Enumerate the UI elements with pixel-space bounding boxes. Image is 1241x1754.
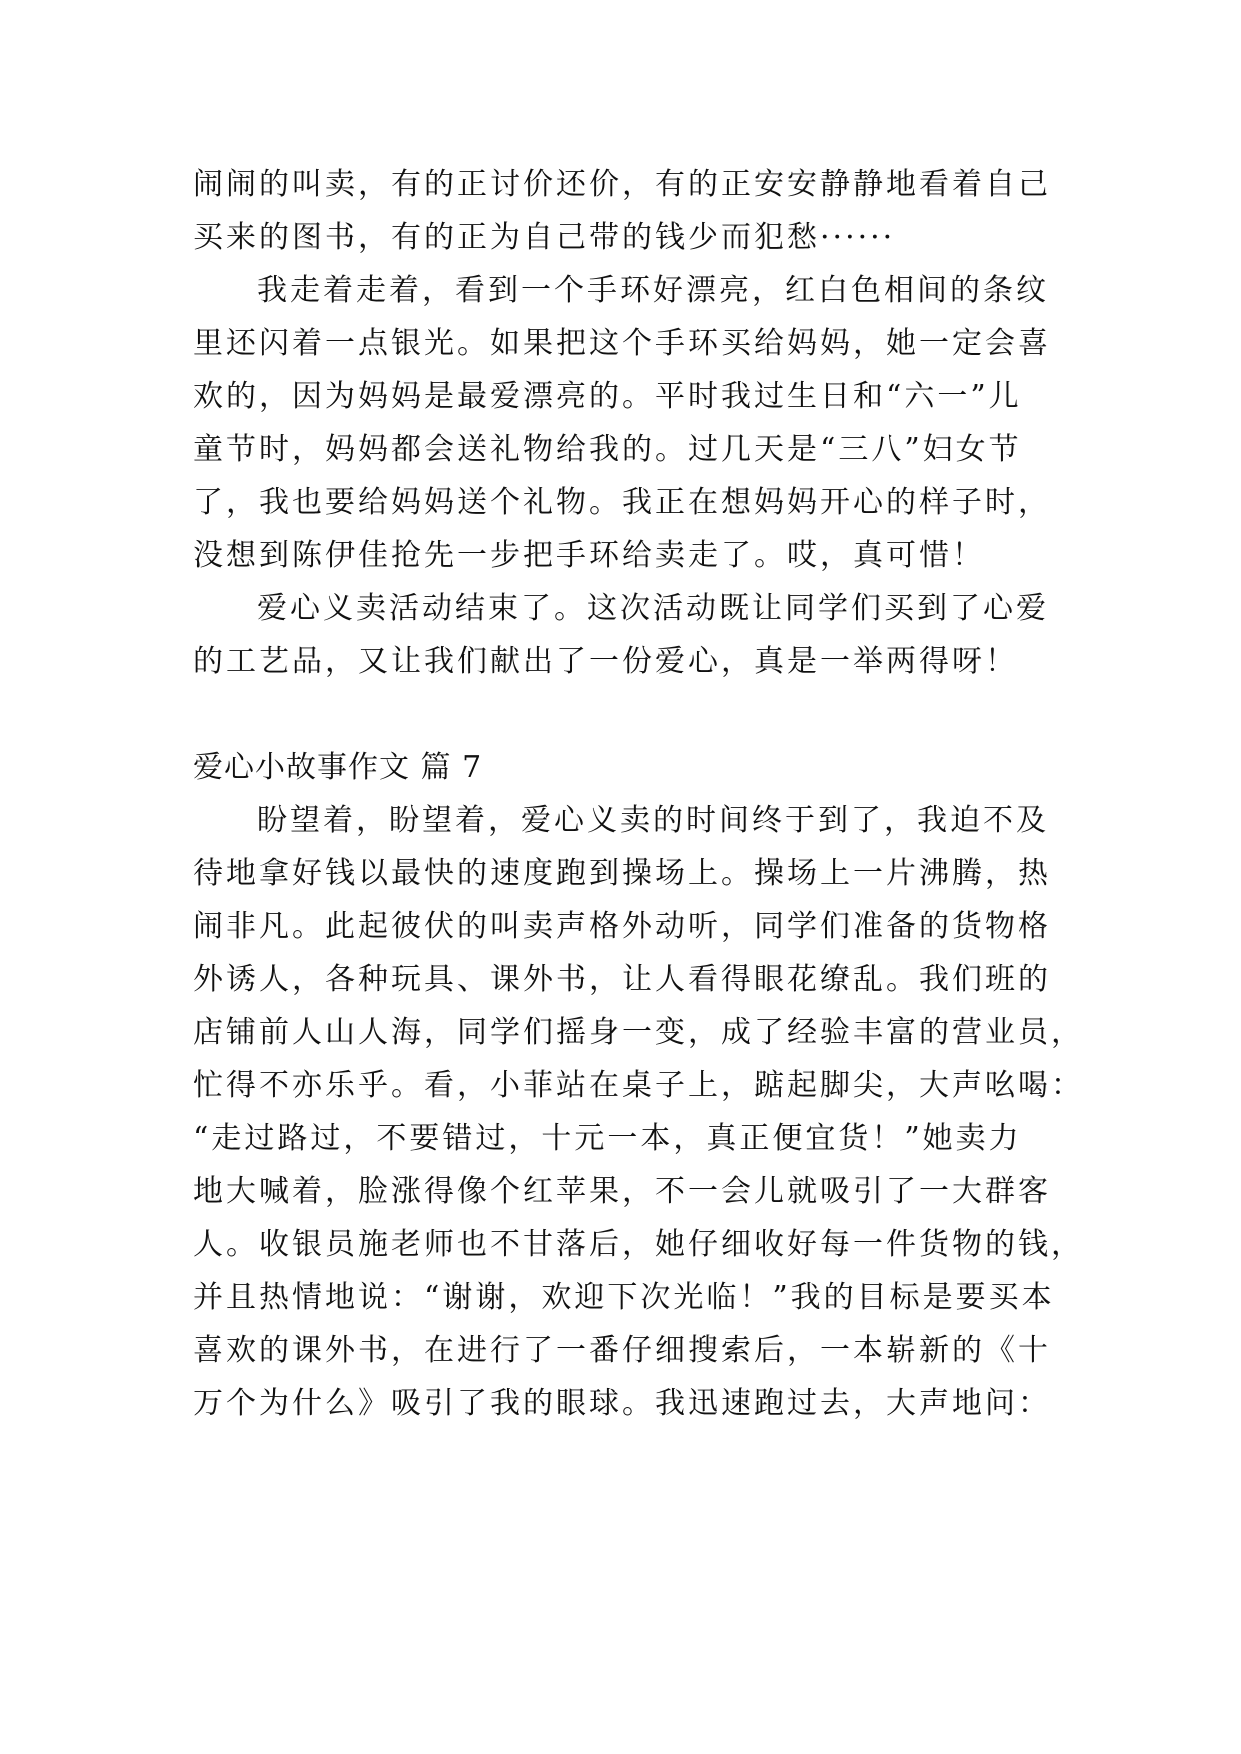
text-line: 买来的图书，有的正为自己带的钱少而犯愁······ (193, 220, 896, 255)
text-line: 喜欢的课外书，在进行了一番仔细搜索后，一本崭新的《十 (193, 1333, 1051, 1368)
text-line: 的工艺品，又让我们献出了一份爱心，真是一举两得呀！ (193, 644, 1018, 679)
paragraph-spacer (193, 688, 1063, 741)
text-line: 忙得不亦乐乎。看，小菲站在桌子上，踮起脚尖，大声吆喝： (193, 1068, 1084, 1103)
paragraph-bracelet (193, 264, 1063, 582)
text-line: 盼望着，盼望着，爱心义卖的时间终于到了，我迫不及 (257, 803, 1049, 838)
text-line: 里还闪着一点银光。如果把这个手环买给妈妈，她一定会喜 (193, 326, 1051, 361)
text-line: 店铺前人山人海，同学们摇身一变，成了经验丰富的营业员， (193, 1015, 1084, 1050)
text-line: 爱心义卖活动结束了。这次活动既让同学们买到了心爱 (257, 591, 1049, 626)
document-body (193, 158, 1084, 1430)
text-line: 并且热情地说：“谢谢，欢迎下次光临！”我的目标是要买本 (193, 1280, 1055, 1315)
text-line: 外诱人，各种玩具、课外书，让人看得眼花缭乱。我们班的 (193, 962, 1051, 997)
text-line: 闹闹的叫卖，有的正讨价还价，有的正安安静静地看着自己 (193, 167, 1051, 202)
text-line: 待地拿好钱以最快的速度跑到操场上。操场上一片沸腾，热 (193, 856, 1051, 891)
text-line: 闹非凡。此起彼伏的叫卖声格外动听，同学们准备的货物格 (193, 909, 1051, 944)
text-line: 人。收银员施老师也不甘落后，她仔细收好每一件货物的钱， (193, 1227, 1084, 1262)
text-line: “走过路过，不要错过，十元一本，真正便宜货！”她卖力 (193, 1121, 1022, 1156)
text-line: 万个为什么》吸引了我的眼球。我迅速跑过去，大声地问： (193, 1386, 1051, 1421)
text-line: 童节时，妈妈都会送礼物给我的。过几天是“三八”妇女节 (193, 432, 1022, 467)
paragraph-section7 (193, 794, 1084, 1430)
section-heading: 爱心小故事作文 篇 7 (193, 750, 483, 785)
text-line: 了，我也要给妈妈送个礼物。我正在想妈妈开心的样子时， (193, 485, 1051, 520)
text-line: 没想到陈伊佳抢先一步把手环给卖走了。哎，真可惜！ (193, 538, 985, 573)
text-line: 地大喊着，脸涨得像个红苹果，不一会儿就吸引了一大群客 (193, 1174, 1051, 1209)
paragraph-ending (193, 582, 1063, 688)
text-line: 欢的，因为妈妈是最爱漂亮的。平时我过生日和“六一”儿 (193, 379, 1022, 414)
text-line: 我走着走着，看到一个手环好漂亮，红白色相间的条纹 (257, 273, 1049, 308)
paragraph-continued (193, 158, 1063, 264)
